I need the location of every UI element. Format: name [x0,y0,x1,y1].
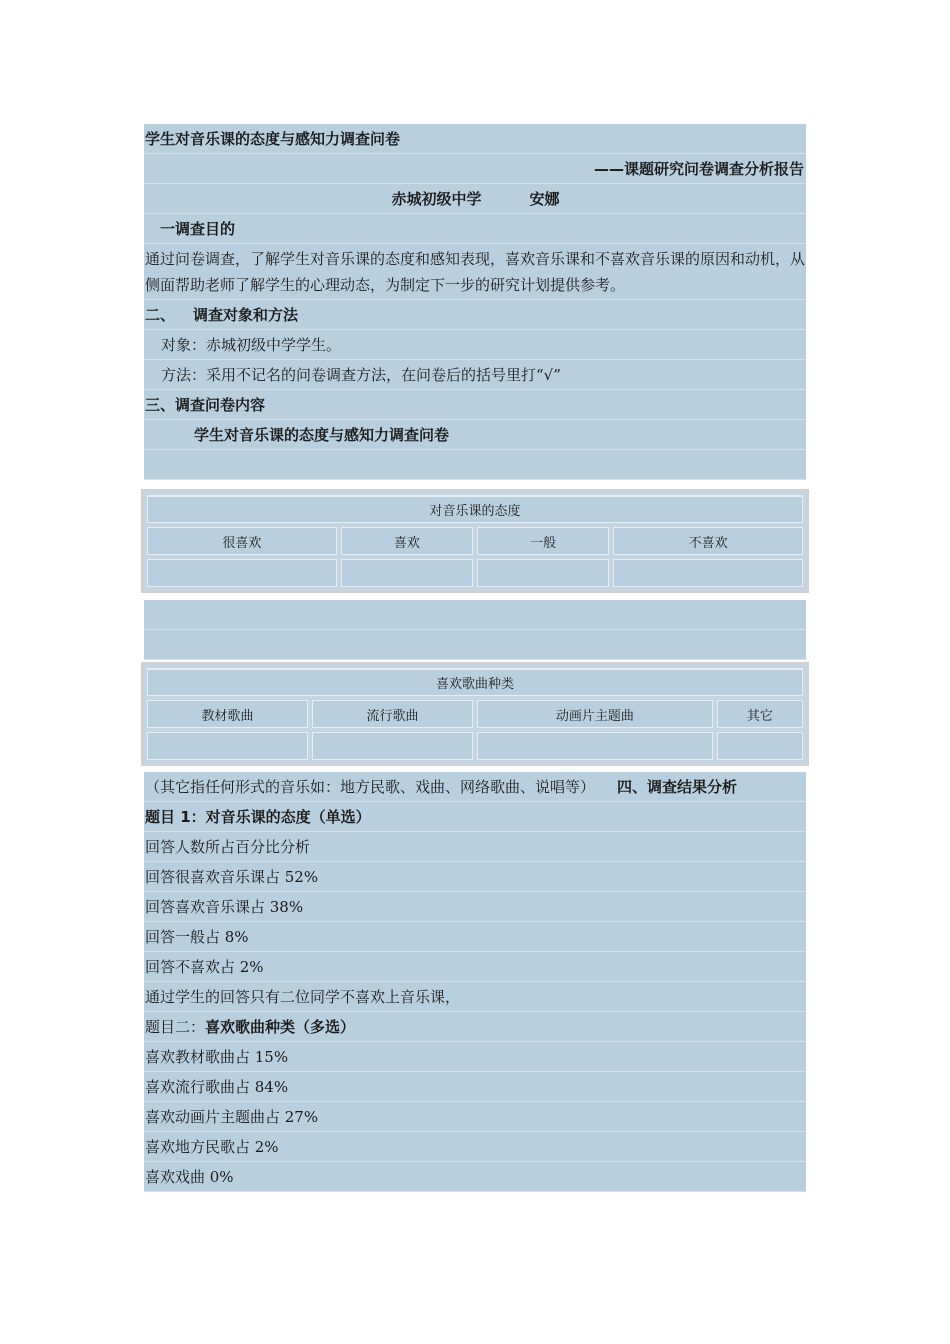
survey-method: 方法：采用不记名的问卷调查方法，在问卷后的括号里打“√” [144,360,806,390]
section2-title: 调查对象和方法 [193,306,299,324]
note-line [144,772,806,802]
section1-heading: 一调查目的 [144,214,806,244]
q2-result: 喜欢动画片主题曲占 27% [144,1102,806,1132]
q2-prefix: 题目二： [145,1018,206,1036]
song-answer-cell [147,732,308,760]
section1-body: 通过问卷调查，了解学生对音乐课的态度和感知表现，喜欢音乐课和不喜欢音乐课的原因和动机，从侧面帮助老师了解学生的心理动态，为制定下一步的研究计划提供参考。 [144,244,806,300]
q1-result: 通过学生的回答只有二位同学不喜欢上音乐课， [144,982,806,1012]
q2-heading [144,1012,806,1042]
author-name: 安娜 [529,190,560,208]
q1-result: 回答很喜欢音乐课占 52% [144,862,806,892]
q1-result: 回答人数所占百分比分析 [144,832,806,862]
blank-row [144,600,806,630]
attitude-col-like: 喜欢 [341,527,473,555]
q1-result: 回答不喜欢占 2% [144,952,806,982]
survey-object: 对象：赤城初级中学学生。 [144,330,806,360]
song-col-pop: 流行歌曲 [312,700,473,728]
song-col-anime: 动画片主题曲 [477,700,713,728]
song-answer-cell [312,732,473,760]
q1-result: 回答一般占 8% [144,922,806,952]
school-name: 赤城初级中学 [391,190,482,208]
doc-title: 学生对音乐课的态度与感知力调查问卷 [144,124,806,154]
attitude-table-title: 对音乐课的态度 [147,495,803,523]
section3-subtitle: 学生对音乐课的态度与感知力调查问卷 [144,420,806,450]
attitude-answer-cell [147,559,337,587]
attitude-answer-cell [341,559,473,587]
blank-row [144,450,806,480]
other-note: （其它指任何形式的音乐如：地方民歌、戏曲、网络歌曲、说唱等） [145,778,596,796]
song-answer-cell [717,732,803,760]
q1-heading: 题目 1：对音乐课的态度（单选） [144,802,806,832]
song-col-textbook: 教材歌曲 [147,700,308,728]
q2-result: 喜欢地方民歌占 2% [144,1132,806,1162]
doc-subtitle: ——课题研究问卷调查分析报告 [144,154,806,184]
song-col-other: 其它 [717,700,803,728]
header-block [144,124,806,480]
q2-result: 喜欢戏曲 0% [144,1162,806,1192]
section4-heading: 四、调查结果分析 [617,778,738,796]
attitude-answer-cell [477,559,609,587]
attitude-answer-cell [613,559,803,587]
section2-number: 二、 [145,306,176,324]
q2-result: 喜欢教材歌曲占 15% [144,1042,806,1072]
song-type-table [141,662,809,766]
song-type-table-title: 喜欢歌曲种类 [147,668,803,696]
q2-result: 喜欢流行歌曲占 84% [144,1072,806,1102]
section2-heading [144,300,806,330]
author-line [144,184,806,214]
song-answer-cell [477,732,713,760]
results-block [144,772,806,1192]
section3-heading: 三、调查问卷内容 [144,390,806,420]
blank-row [144,630,806,660]
q2-title: 喜欢歌曲种类（多选） [205,1018,356,1036]
spacer-block [144,600,806,660]
attitude-col-dislike: 不喜欢 [613,527,803,555]
attitude-col-very-like: 很喜欢 [147,527,337,555]
q1-result: 回答喜欢音乐课占 38% [144,892,806,922]
attitude-table [141,489,809,593]
attitude-col-neutral: 一般 [477,527,609,555]
